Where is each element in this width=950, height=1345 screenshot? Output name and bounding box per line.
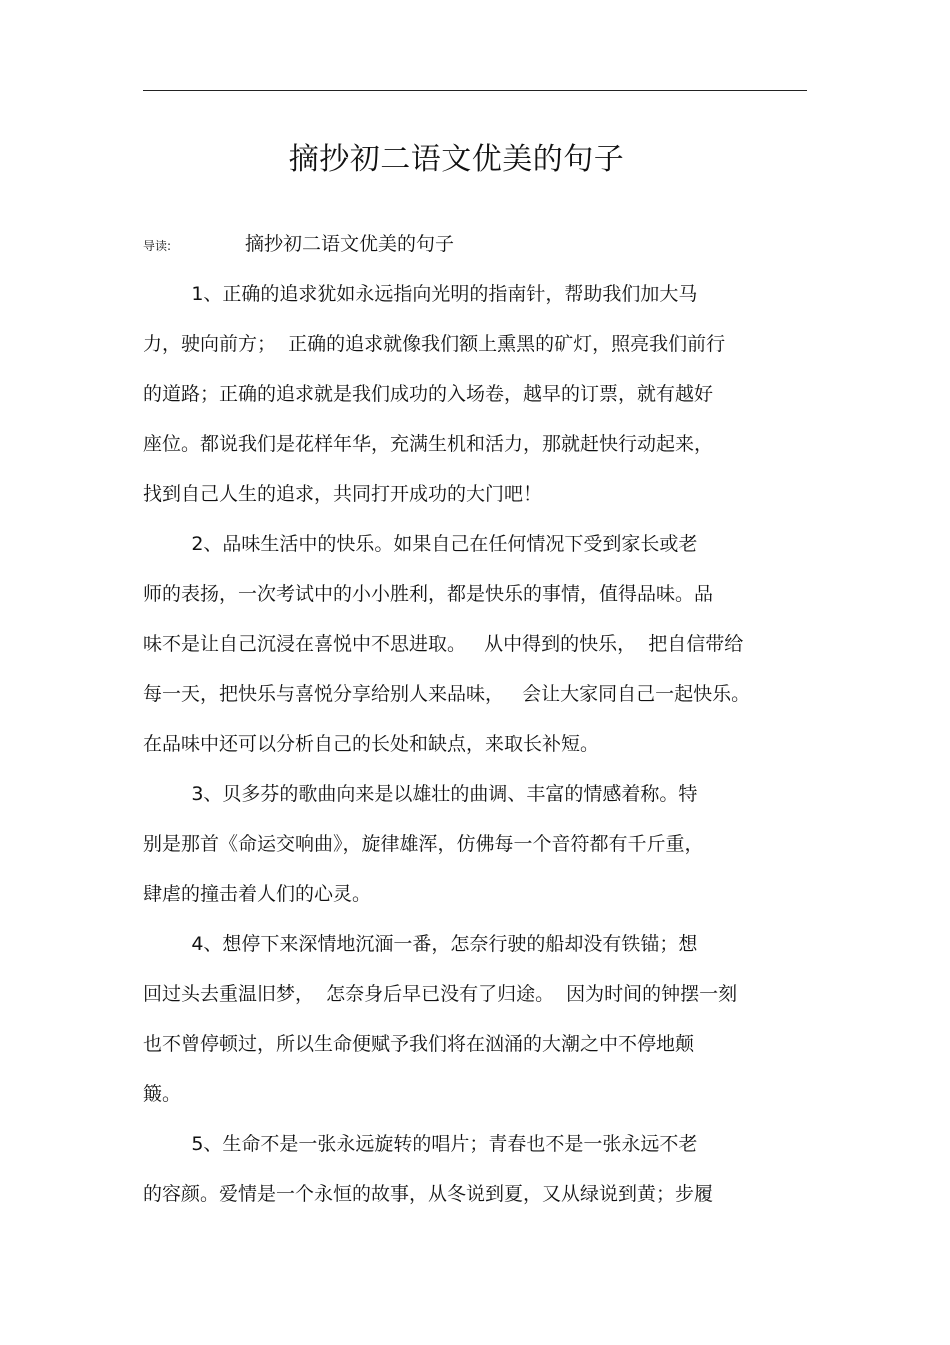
body-line: 座位。都说我们是花样年华，充满生机和活力，那就赶快行动起来， xyxy=(143,433,714,455)
body-line: 2、品味生活中的快乐。如果自己在任何情况下受到家长或老 xyxy=(143,533,698,555)
body-line: 的道路；正确的追求就是我们成功的入场卷，越早的订票，就有越好 xyxy=(143,383,714,405)
body-line: 簸。 xyxy=(143,1083,182,1105)
body-line: 别是那首《命运交响曲》，旋律雄浑，仿佛每一个音符都有千斤重， xyxy=(143,833,704,855)
body-line: 4、想停下来深情地沉湎一番，怎奈行驶的船却没有铁锚；想 xyxy=(143,933,698,955)
body-line: 3、贝多芬的歌曲向来是以雄壮的曲调、丰富的情感着称。特 xyxy=(143,783,698,805)
body-line: 在品味中还可以分析自己的长处和缺点，来取长补短。 xyxy=(143,733,600,755)
body-line: 找到自己人生的追求，共同打开成功的大门吧！ xyxy=(143,483,543,505)
intro-text: 摘抄初二语文优美的句子 xyxy=(245,233,455,255)
body-line: 也不曾停顿过，所以生命便赋予我们将在汹涌的大潮之中不停地颠 xyxy=(143,1033,695,1055)
body-line: 肆虐的撞击着人们的心灵。 xyxy=(143,883,372,905)
body-line: 回过头去重温旧梦， 怎奈身后早已没有了归途。 因为时间的钟摆一刻 xyxy=(143,983,738,1005)
body-line: 味不是让自己沉浸在喜悦中不思进取。 从中得到的快乐， 把自信带给 xyxy=(143,633,744,655)
body-line: 5、生命不是一张永远旋转的唱片；青春也不是一张永远不老 xyxy=(143,1133,698,1155)
page-title: 摘抄初二语文优美的句子 xyxy=(288,142,625,177)
body-line: 师的表扬，一次考试中的小小胜利，都是快乐的事情，值得品味。品 xyxy=(143,583,714,605)
body-line: 力，驶向前方； 正确的追求就像我们额上熏黑的矿灯，照亮我们前行 xyxy=(143,333,726,355)
header-rule xyxy=(143,90,807,91)
body-line: 的容颜。爱情是一个永恒的故事，从冬说到夏，又从绿说到黄；步履 xyxy=(143,1183,714,1205)
body-line: 每一天，把快乐与喜悦分享给别人来品味， 会让大家同自己一起快乐。 xyxy=(143,683,751,705)
intro-label: 导读: xyxy=(143,239,172,253)
body-line: 1、正确的追求犹如永远指向光明的指南针，帮助我们加大马 xyxy=(143,283,698,305)
